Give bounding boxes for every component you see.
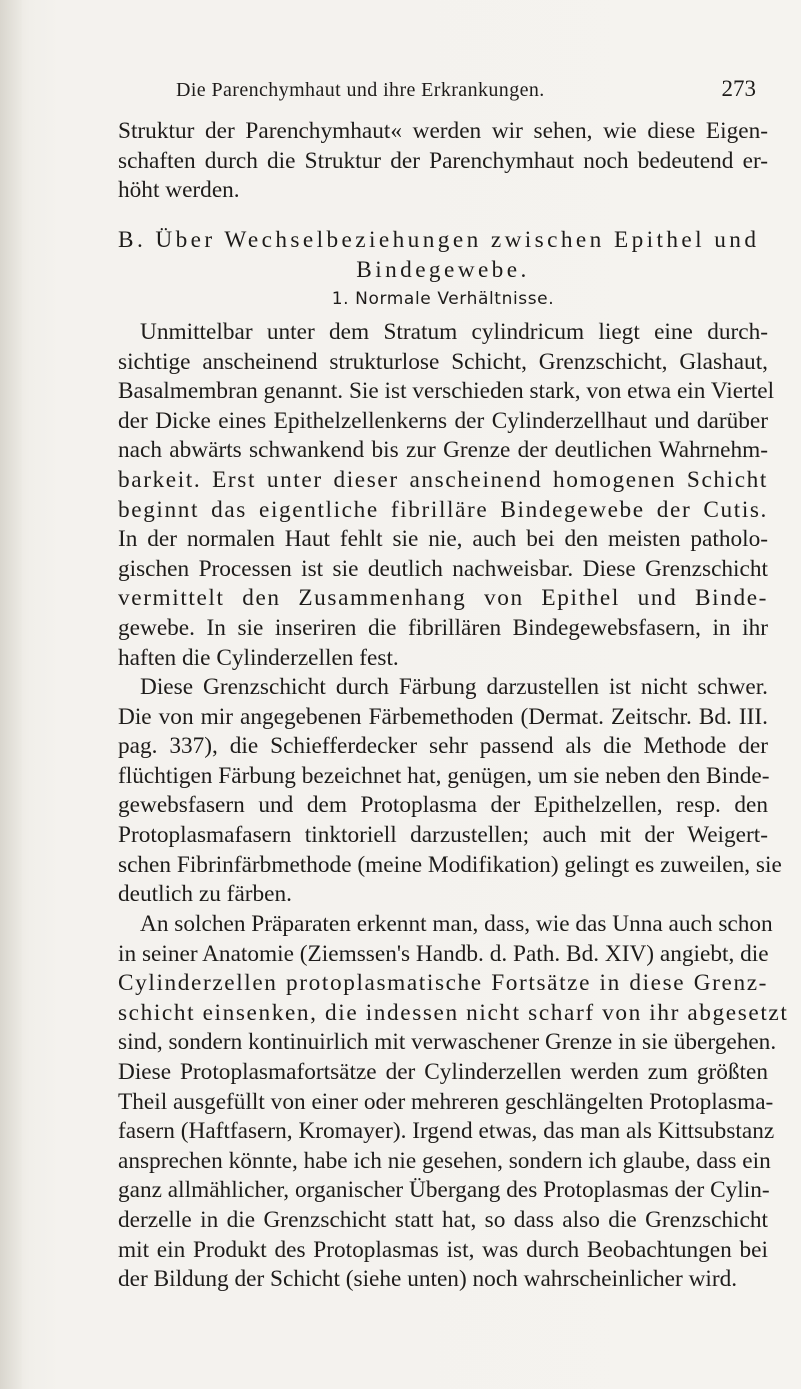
text-line: Theil ausgefüllt von einer oder mehreren geschlängelten Protoplasma-	[118, 1088, 774, 1115]
text-line: sind, sondern kontinuirlich mit verwaschener Grenze in sie übergehen.	[118, 1029, 777, 1056]
page-gutter	[0, 0, 22, 1389]
text-line: derzelle in die Grenzschicht statt hat, so dass also die Grenzschicht	[118, 1206, 768, 1233]
text-line: in seiner Anatomie (Ziemssen's Handb. d. Path. Bd. XIV) angiebt, die	[118, 940, 769, 967]
text-line: Diese Protoplasmafortsätze der Cylinderzellen werden zum größten	[118, 1058, 768, 1085]
text-line: fasern (Haftfasern, Kromayer). Irgend etwas, das man als Kittsubstanz	[118, 1118, 775, 1145]
text-line: Die von mir angegebenen Färbemethoden (Dermat. Zeitschr. Bd. III.	[118, 703, 768, 730]
text-line: sichtige anscheinend strukturlose Schicht, Grenzschicht, Glashaut,	[118, 348, 768, 375]
text-line: flüchtigen Färbung bezeichnet hat, genügen, um sie neben den Binde-	[118, 762, 770, 789]
text-line: mit ein Produkt des Protoplasmas ist, was durch Beobachtungen bei	[118, 1236, 768, 1263]
text-line: gewebe. In sie inseriren die fibrillären Bindegewebsfasern, in ihr	[118, 614, 768, 641]
page-number: 273	[721, 76, 756, 101]
text-line: schaften durch die Struktur der Parenchymhaut noch bedeutend er-	[118, 147, 768, 174]
paragraph-2	[118, 673, 782, 910]
text-line: An solchen Präparaten erkennt man, dass, wie das Unna auch schon	[140, 911, 773, 937]
text-line: deutlich zu färben.	[118, 881, 292, 908]
text-line: der Bildung der Schicht (siehe unten) noch wahrscheinlicher wird.	[118, 1266, 738, 1293]
text-line: nach abwärts schwankend bis zur Grenze der deutlichen Wahrnehm-	[118, 437, 768, 464]
running-title: Die Parenchymhaut und ihre Erkrankungen.	[176, 79, 545, 101]
text-line: beginnt das eigentliche fibrilläre Bindegewebe der Cutis.	[118, 496, 768, 523]
text-line: Cylinderzellen protoplasmatische Fortsätze in diese Grenz-	[118, 970, 768, 997]
text-line: schicht einsenken, die indessen nicht scharf von ihr abgesetzt	[118, 999, 789, 1026]
intro-text	[118, 117, 768, 206]
text-line: vermittelt den Zusammenhang von Epithel und Binde-	[118, 585, 768, 612]
running-header	[176, 76, 756, 102]
text-line: Diese Grenzschicht durch Färbung darzustellen ist nicht schwer.	[140, 674, 768, 700]
text-line: barkeit. Erst unter dieser anscheinend homogenen Schicht	[118, 466, 768, 493]
text-line: schen Fibrinfärbmethode (meine Modifikation) gelingt es zuweilen, sie	[118, 851, 782, 878]
text-line: gewebsfasern und dem Protoplasma der Epithelzellen, resp. den	[118, 792, 768, 819]
text-line: In der normalen Haut fehlt sie nie, auch bei den meisten patholo-	[118, 526, 768, 553]
section-heading-line: B. Über Wechselbeziehungen zwischen Epithel und	[118, 227, 760, 253]
text-line: der Dicke eines Epithelzellenkerns der Cylinderzellhaut und darüber	[118, 407, 768, 434]
text-line: Unmittelbar unter dem Stratum cylindricum liegt eine durch-	[140, 319, 768, 345]
section-heading	[118, 225, 768, 285]
paragraph-1	[118, 318, 775, 673]
text-line: ganz allmählicher, organischer Übergang des Protoplasmas der Cylin-	[118, 1177, 770, 1204]
text-line: pag. 337), die Schiefferdecker sehr passend als die Methode der	[118, 733, 768, 760]
subsection-heading: 1. Normale Verhältnisse.	[331, 289, 555, 309]
text-line: Protoplasmafasern tinktoriell darzustellen; auch mit der Weigert-	[118, 821, 768, 848]
text-line: Basalmembran genannt. Sie ist verschieden stark, von etwa ein Viertel	[118, 378, 775, 405]
text-line: haften die Cylinderzellen fest.	[118, 644, 399, 671]
text-line: gischen Processen ist sie deutlich nachweisbar. Diese Grenzschicht	[118, 555, 768, 582]
text-line: Struktur der Parenchymhaut« werden wir sehen, wie diese Eigen-	[118, 118, 768, 144]
section-heading-line: Bindegewebe.	[356, 257, 530, 283]
text-line: ansprechen könnte, habe ich nie gesehen, sondern ich glaube, dass ein	[118, 1147, 771, 1174]
paragraph-3	[118, 910, 789, 1295]
text-line: höht werden.	[118, 177, 240, 204]
